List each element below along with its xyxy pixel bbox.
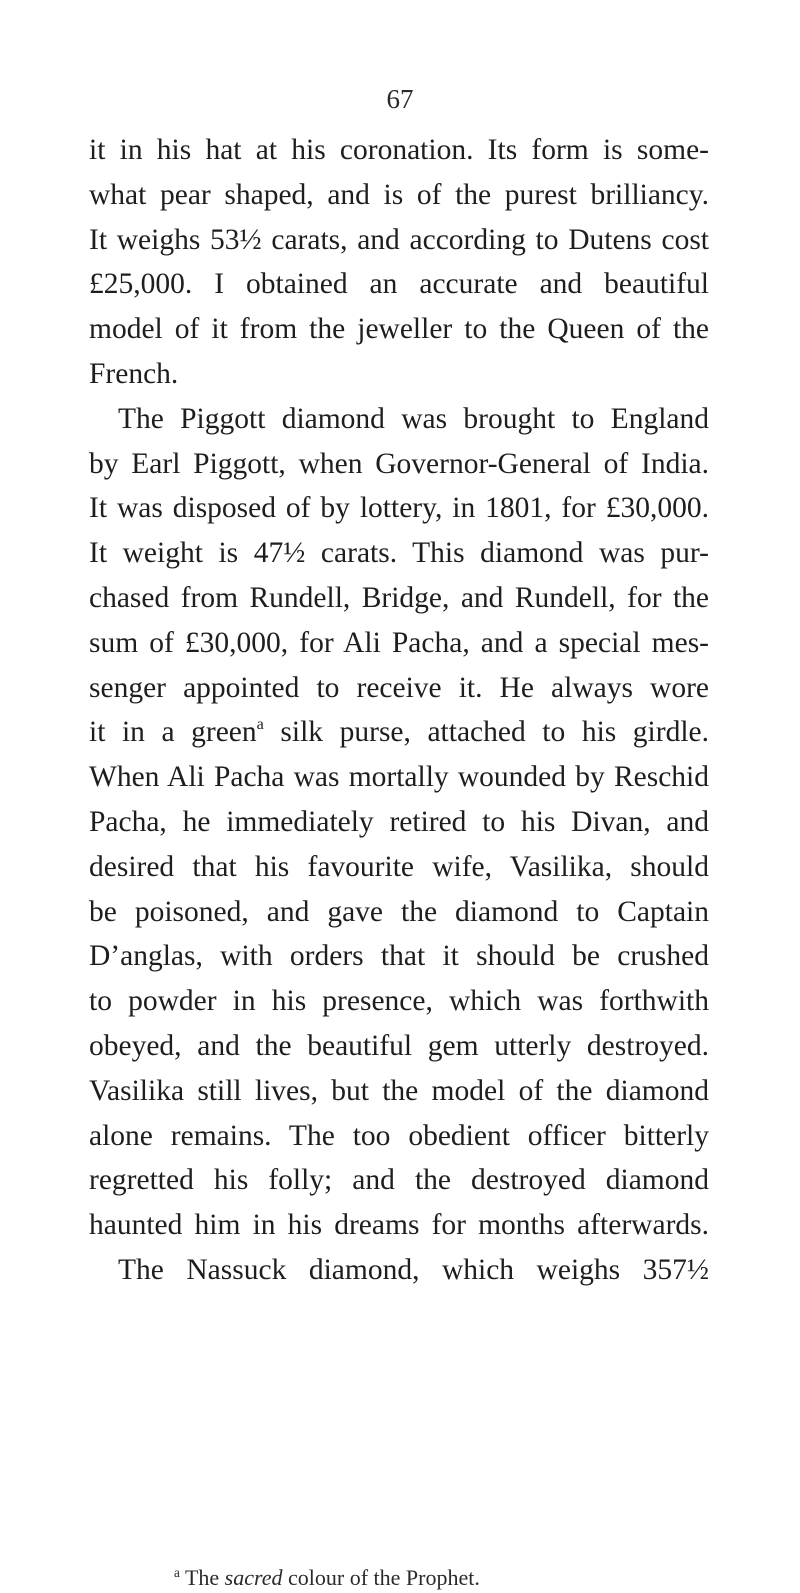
footnote-mark: a [174, 1565, 180, 1581]
footnote-italic: sacred [224, 1565, 283, 1590]
text-line [89, 1069, 709, 1114]
line-text: of the diamond [505, 1074, 709, 1107]
text-line: The Piggott diamond was brought to England [118, 402, 709, 435]
text-line [89, 710, 709, 755]
line-text: Vasilika still lives, but the [89, 1074, 419, 1107]
text-line: model of it from the jeweller to the Queen of the [89, 313, 709, 346]
text-line: alone remains. The too obedient officer bitterly [89, 1119, 709, 1152]
text-line: be poisoned, and gave the diamond to Captain [89, 895, 709, 928]
text-line: It was disposed of by lottery, in 1801, for £30,000. [89, 492, 709, 525]
text-line: obeyed, and the beautiful gem utterly destroyed. [89, 1029, 709, 1062]
text-line: The Nassuck diamond, which weighs 357½ [118, 1253, 709, 1286]
text-line: sum of £30,000, for Ali Pacha, and a special mes- [89, 626, 709, 659]
italic-word: model [431, 1074, 506, 1107]
footnote-text: The [179, 1565, 225, 1590]
text-line: D’anglas, with orders that it should be crushed [89, 940, 709, 973]
text-line: it in his hat at his coronation. Its form is some- [89, 134, 709, 166]
line-text: silk purse, attached to his girdle. [263, 716, 709, 749]
footnote-text: colour of the Prophet. [282, 1565, 480, 1590]
text-line: chased from Rundell, Bridge, and Rundell, for the [89, 581, 709, 614]
text-line: French. [89, 357, 179, 390]
text-line: £25,000. I obtained an accurate and beautiful [89, 268, 709, 301]
text-line: what pear shaped, and is of the purest brilliancy. [89, 178, 709, 211]
text-line: It weighs 53½ carats, and according to Dutens cost [89, 223, 709, 256]
body-text [89, 128, 709, 1293]
text-line: senger appointed to receive it. He always wore [89, 671, 709, 704]
page-number: 67 [386, 84, 414, 114]
text-line: desired that his favourite wife, Vasilika, should [89, 850, 709, 883]
text-line: by Earl Piggott, when Governor-General of India. [89, 447, 709, 480]
text-line: When Ali Pacha was mortally wounded by Reschid [89, 761, 709, 794]
footnote-reference: a [256, 715, 264, 734]
text-line: It weight is 47½ carats. This diamond was pur- [89, 537, 709, 570]
footnote [174, 1563, 480, 1593]
text-line: haunted him in his dreams for months afterwards. [89, 1209, 709, 1242]
line-text: it in a green [89, 716, 257, 749]
text-line: regretted his folly; and the destroyed diamond [89, 1164, 709, 1197]
text-line: Pacha, he immediately retired to his Divan, and [89, 805, 709, 838]
text-line: to powder in his presence, which was forthwith [89, 985, 709, 1018]
